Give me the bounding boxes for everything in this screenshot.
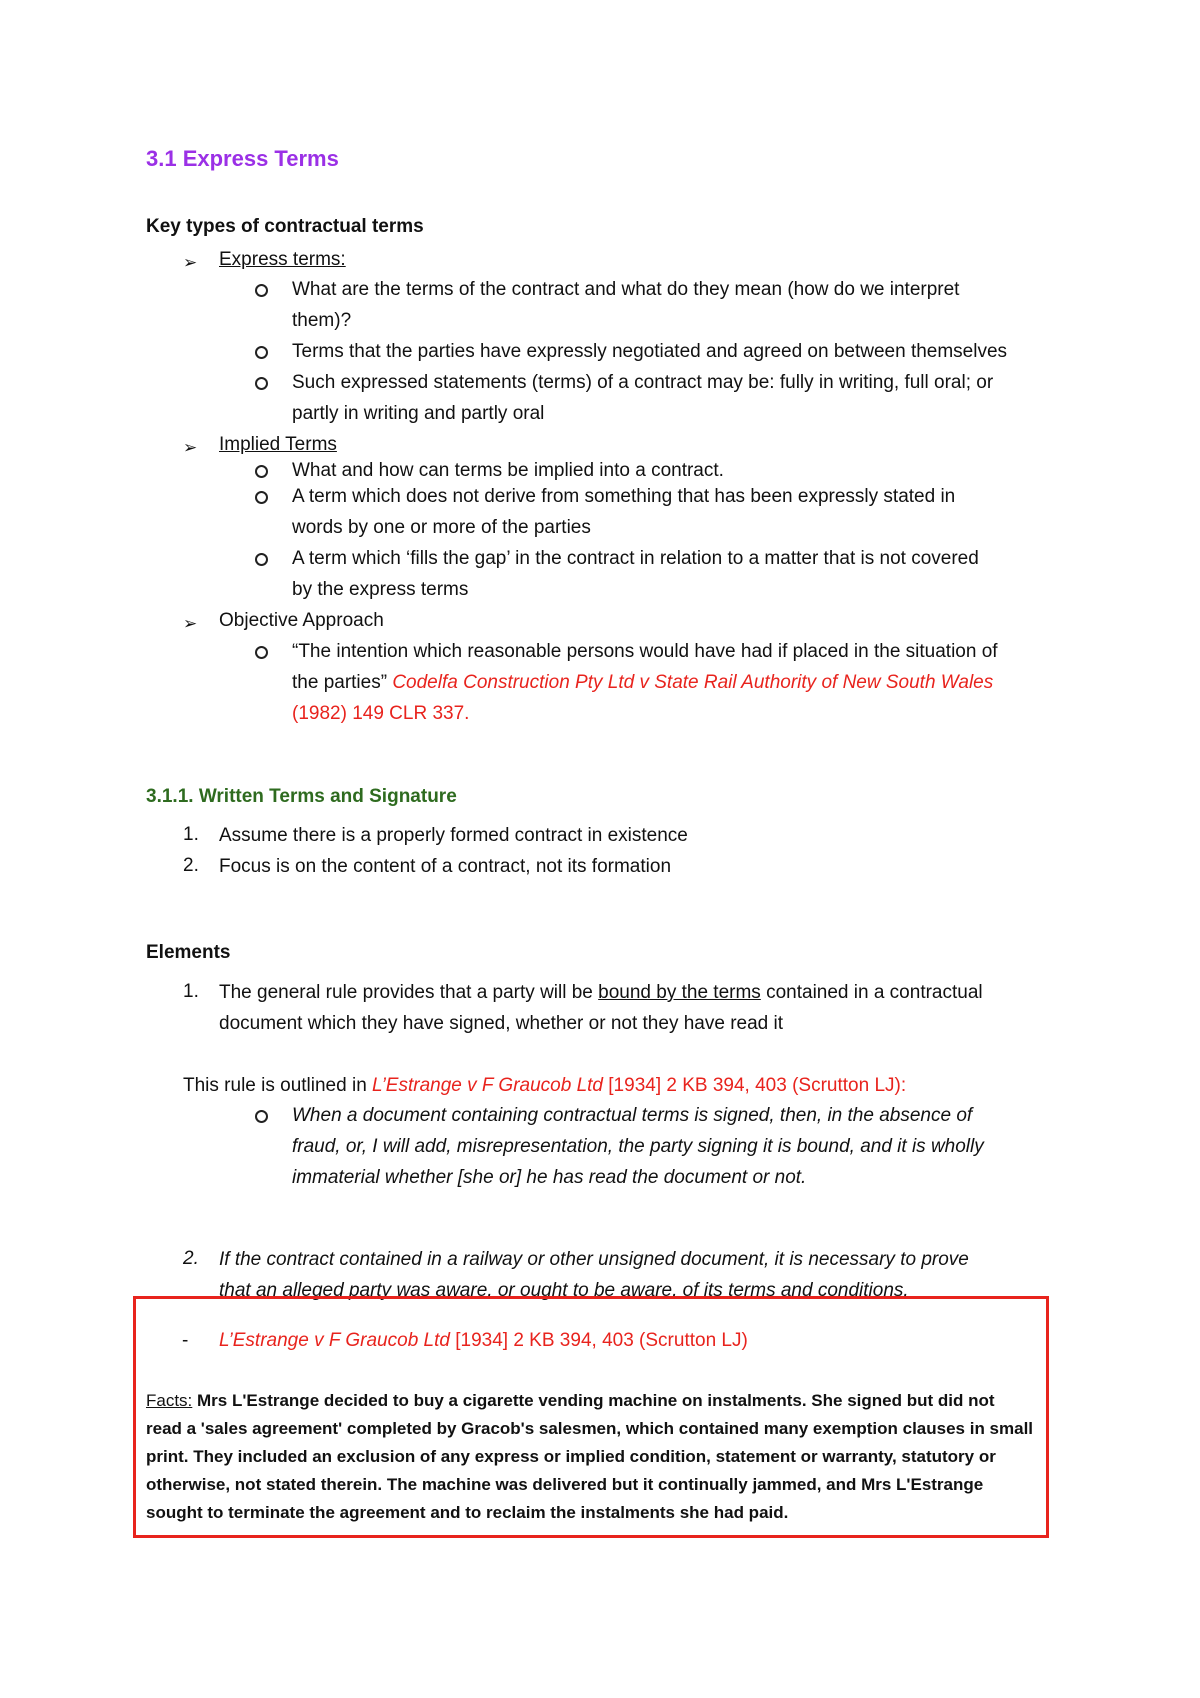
express-item-2: Terms that the parties have expressly negotiated and agreed on between themselves: [292, 341, 1008, 362]
lestrange-case-name: L’Estrange v F Graucob Ltd: [372, 1075, 603, 1096]
implied-item-1: What and how can terms be implied into a contract.: [292, 460, 724, 481]
circle-bullet-icon: [255, 465, 268, 478]
codelfa-case-citation: (1982) 149 CLR 337.: [292, 703, 470, 724]
express-terms-label: Express terms:: [219, 249, 346, 270]
elements-item-2: If the contract contained in a railway or other unsigned document, it is necessary to prove: [219, 1249, 969, 1270]
codelfa-case-name: Codelfa Construction Pty Ltd v State Rail Authority of New South Wales: [392, 672, 994, 693]
key-types-heading: Key types of contractual terms: [146, 216, 424, 237]
elements-item-1-pre: The general rule provides that a party will be: [219, 982, 599, 1003]
circle-bullet-icon: [255, 377, 268, 390]
case-box-title: [219, 1325, 748, 1356]
lestrange-citation: [1934] 2 KB 394, 403 (Scrutton LJ):: [603, 1075, 907, 1096]
circle-bullet-icon: [255, 646, 268, 659]
case-box-citation: [1934] 2 KB 394, 403 (Scrutton LJ): [449, 1330, 748, 1351]
written-terms-heading: 3.1.1. Written Terms and Signature: [146, 786, 457, 807]
case-box-case-name: L’Estrange v F Graucob Ltd: [219, 1330, 450, 1351]
objective-approach-label: Objective Approach: [219, 610, 384, 631]
written-item-1: Assume there is a properly formed contract in existence: [219, 825, 688, 846]
arrow-bullet-icon: ➢: [183, 438, 198, 457]
scrutton-quote-line-3: immaterial whether [she or] he has read the document or not.: [292, 1167, 807, 1188]
express-item-1: What are the terms of the contract and what do they mean (how do we interpret: [292, 279, 960, 300]
facts-line-3: print. They included an exclusion of any express or implied condition, statement or warranty, statutory or: [146, 1447, 996, 1466]
implied-item-3: A term which ‘fills the gap’ in the contract in relation to a matter that is not covered: [292, 548, 979, 569]
facts-line-5: sought to terminate the agreement and to reclaim the instalments she had paid.: [146, 1503, 789, 1522]
elements-item-1: [219, 977, 983, 1008]
objective-quote-end: the parties”: [292, 672, 393, 693]
elements-item-1-cont: document which they have signed, whether or not they have read it: [219, 1013, 784, 1034]
implied-terms-label: Implied Terms: [219, 434, 337, 455]
list-number: 2.: [183, 1248, 199, 1269]
circle-bullet-icon: [255, 491, 268, 504]
written-item-2: Focus is on the content of a contract, not its formation: [219, 856, 672, 877]
implied-item-2: A term which does not derive from something that has been expressly stated in: [292, 486, 956, 507]
circle-bullet-icon: [255, 284, 268, 297]
circle-bullet-icon: [255, 1110, 268, 1123]
circle-bullet-icon: [255, 553, 268, 566]
facts-line-1: [146, 1387, 995, 1415]
bound-by-terms-underlined: bound by the terms: [598, 982, 761, 1003]
facts-label: Facts:: [146, 1391, 193, 1410]
list-number: 2.: [183, 855, 199, 876]
elements-item-1-post: contained in a contractual: [760, 982, 983, 1003]
facts-line-2: read a 'sales agreement' completed by Gracob's salesmen, which contained many exemption clauses in small: [146, 1419, 1034, 1438]
page-title: 3.1 Express Terms: [146, 146, 339, 171]
case-box-dash: -: [182, 1330, 189, 1351]
objective-quote-line-2: [292, 667, 993, 698]
express-item-3: Such expressed statements (terms) of a contract may be: fully in writing, full oral; or: [292, 372, 994, 393]
arrow-bullet-icon: ➢: [183, 253, 198, 272]
express-item-1-cont: them)?: [292, 310, 352, 331]
list-number: 1.: [183, 824, 199, 845]
elements-item-2-cont: that an alleged party was aware, or ought to be aware, of its terms and conditions.: [219, 1280, 909, 1301]
facts-text-1: Mrs L'Estrange decided to buy a cigarette vending machine on instalments. She signed but did not: [192, 1391, 995, 1410]
arrow-bullet-icon: ➢: [183, 614, 198, 633]
circle-bullet-icon: [255, 346, 268, 359]
list-number: 1.: [183, 981, 199, 1002]
rule-outlined-line: [183, 1070, 906, 1101]
elements-heading: Elements: [146, 942, 231, 963]
rule-prefix: This rule is outlined in: [183, 1075, 373, 1096]
facts-line-4: otherwise, not stated therein. The machine was delivered but it continually jammed, and Mrs L'Estrange: [146, 1475, 984, 1494]
scrutton-quote-line-2: fraud, or, I will add, misrepresentation, the party signing it is bound, and it is wholly: [292, 1136, 984, 1157]
implied-item-2-cont: words by one or more of the parties: [292, 517, 591, 538]
objective-quote-line-1: “The intention which reasonable persons would have had if placed in the situation of: [292, 641, 998, 662]
implied-item-3-cont: by the express terms: [292, 579, 469, 600]
scrutton-quote-line-1: When a document containing contractual terms is signed, then, in the absence of: [292, 1105, 973, 1126]
express-item-3-cont: partly in writing and partly oral: [292, 403, 545, 424]
